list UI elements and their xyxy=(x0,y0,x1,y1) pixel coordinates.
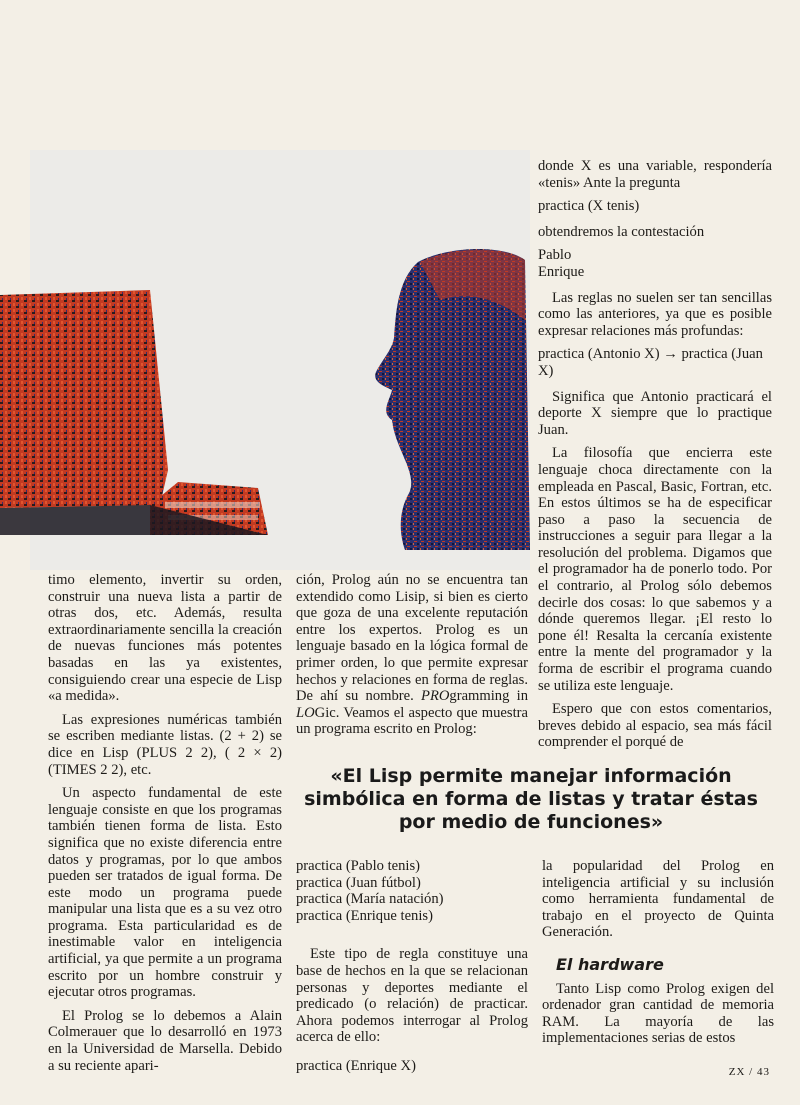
text-run: gramming in xyxy=(449,688,528,705)
text-run: G xyxy=(314,704,326,721)
left-column xyxy=(48,572,282,1081)
code-line: practica (Enrique X) xyxy=(296,1057,416,1074)
paragraph: Este tipo de regla constituye una base de hechos en la que se relacionan personas y deportes mediante el predicado (o relación) de practicar. Ahora podemos interrogar al Prolog acerca de ello: xyxy=(296,946,528,1046)
paragraph: El Prolog se lo debemos a Alain Colmerauer que lo desarrolló en 1973 en la Universidad de Marsella. Debido a su reciente apari- xyxy=(48,1007,282,1074)
text-run: ción, Prolog aún no se encuentra tan extendido como Lisip, si bien es cierto que goza de una excelente reputación entre los expertos. Prolog es un lenguaje basado en la lógica formal de primer orden, lo que permite expresar hechos y relaciones en forma de reglas. De ahí su nombre. xyxy=(296,572,528,705)
paragraph: Un aspecto fundamental de este lenguaje consiste en que los programas también tienen forma de lista. Esto significa que no existe diferencia entre datos y programas, por lo que ambos pueden ser tratados de igual forma. De este modo un programa puede manipular una lista que es a su vez otro programa. Esta particularidad es de inestimable valor en inteligencia artificial, ya que permite a un programa escrito por un hombre construir y ejecutar otros programas. xyxy=(48,785,282,1001)
text-run: ic. Veamos el aspecto que muestra un programa escrito en Prolog: xyxy=(296,704,528,738)
paragraph: Tanto Lisp como Prolog exigen del ordenador gran cantidad de memoria RAM. La mayoría de las implementaciones serias de estos xyxy=(542,980,774,1047)
paragraph: La filosofía que encierra este lenguaje choca directamente con la empleada en Pascal, Basic, Fortran, etc. En estos últimos se ha de especificar paso a paso la secuencia de instrucciones a seguir para llegar a la resolución del problema. Digamos que el programador ha de ponerlo todo. Por el contrario, al Prolog sólo debemos decirle dos cosas: lo que sabemos y a dónde queremos llegar. ¡El resto lo pone él! Resalta la cercanía existente entre la mente del programador y la forma de escribir el programa cuando se utiliza este lenguaje. xyxy=(538,445,772,694)
paragraph: Las expresiones numéricas también se escriben mediante listas. (2 + 2) se dice en Lisp (PLUS 2 2), ( 2 × 2) (TIMES 2 2), etc. xyxy=(48,711,282,778)
code-line: Pablo xyxy=(538,247,572,264)
paragraph: donde X es una variable, respondería «tenis» Ante la pregunta xyxy=(538,158,772,191)
code-line: practica (X tenis) xyxy=(538,198,640,215)
illustration xyxy=(0,150,530,570)
italic-run: LO xyxy=(296,704,315,721)
paragraph: timo elemento, invertir su orden, construir una nueva lista a partir de otras dos, etc. Además, resulta extraordinariamente sencilla la creación de nuevas funciones más potentes basadas en las ya existentes, consiguiendo crear una especie de Lisp «a medida». xyxy=(48,572,282,705)
page-number: ZX / 43 xyxy=(728,1066,770,1078)
middle-column-top xyxy=(296,572,528,745)
code-line: practica (Juan fútbol) xyxy=(296,874,421,891)
right-column-bottom xyxy=(542,858,774,1054)
paragraph: la popularidad del Prolog en inteligencia artificial y su inclusión como herramienta fundamental de trabajo en el proyecto de Quinta Generación. xyxy=(542,858,774,941)
italic-run: PRO xyxy=(421,688,450,705)
pull-quote: «El Lisp permite manejar información simbólica en forma de listas y tratar éstas por medio de funciones» xyxy=(304,765,758,833)
paragraph: Significa que Antonio practicará el deporte X siempre que lo practique Juan. xyxy=(538,388,772,438)
code-line: practica (María natación) xyxy=(296,891,444,908)
right-column-top xyxy=(538,158,772,758)
paragraph: Las reglas no suelen ser tan sencillas como las anteriores, ya que es posible expresar relaciones más profundas: xyxy=(538,289,772,339)
paragraph: obtendremos la contestación xyxy=(538,223,705,240)
section-heading: El hardware xyxy=(556,954,664,974)
code-line: practica (Pablo tenis) xyxy=(296,858,420,874)
middle-column-bottom xyxy=(296,858,528,1075)
paragraph: Espero que con estos comentarios, breves debido al espacio, sea más fácil comprender el porqué de xyxy=(538,701,772,751)
paragraph xyxy=(296,572,528,738)
art-left-tower xyxy=(0,290,168,508)
code-line: Enrique xyxy=(538,263,585,280)
code-line: practica (Antonio X) → practica (Juan X) xyxy=(538,346,763,379)
code-line: practica (Enrique tenis) xyxy=(296,907,433,924)
